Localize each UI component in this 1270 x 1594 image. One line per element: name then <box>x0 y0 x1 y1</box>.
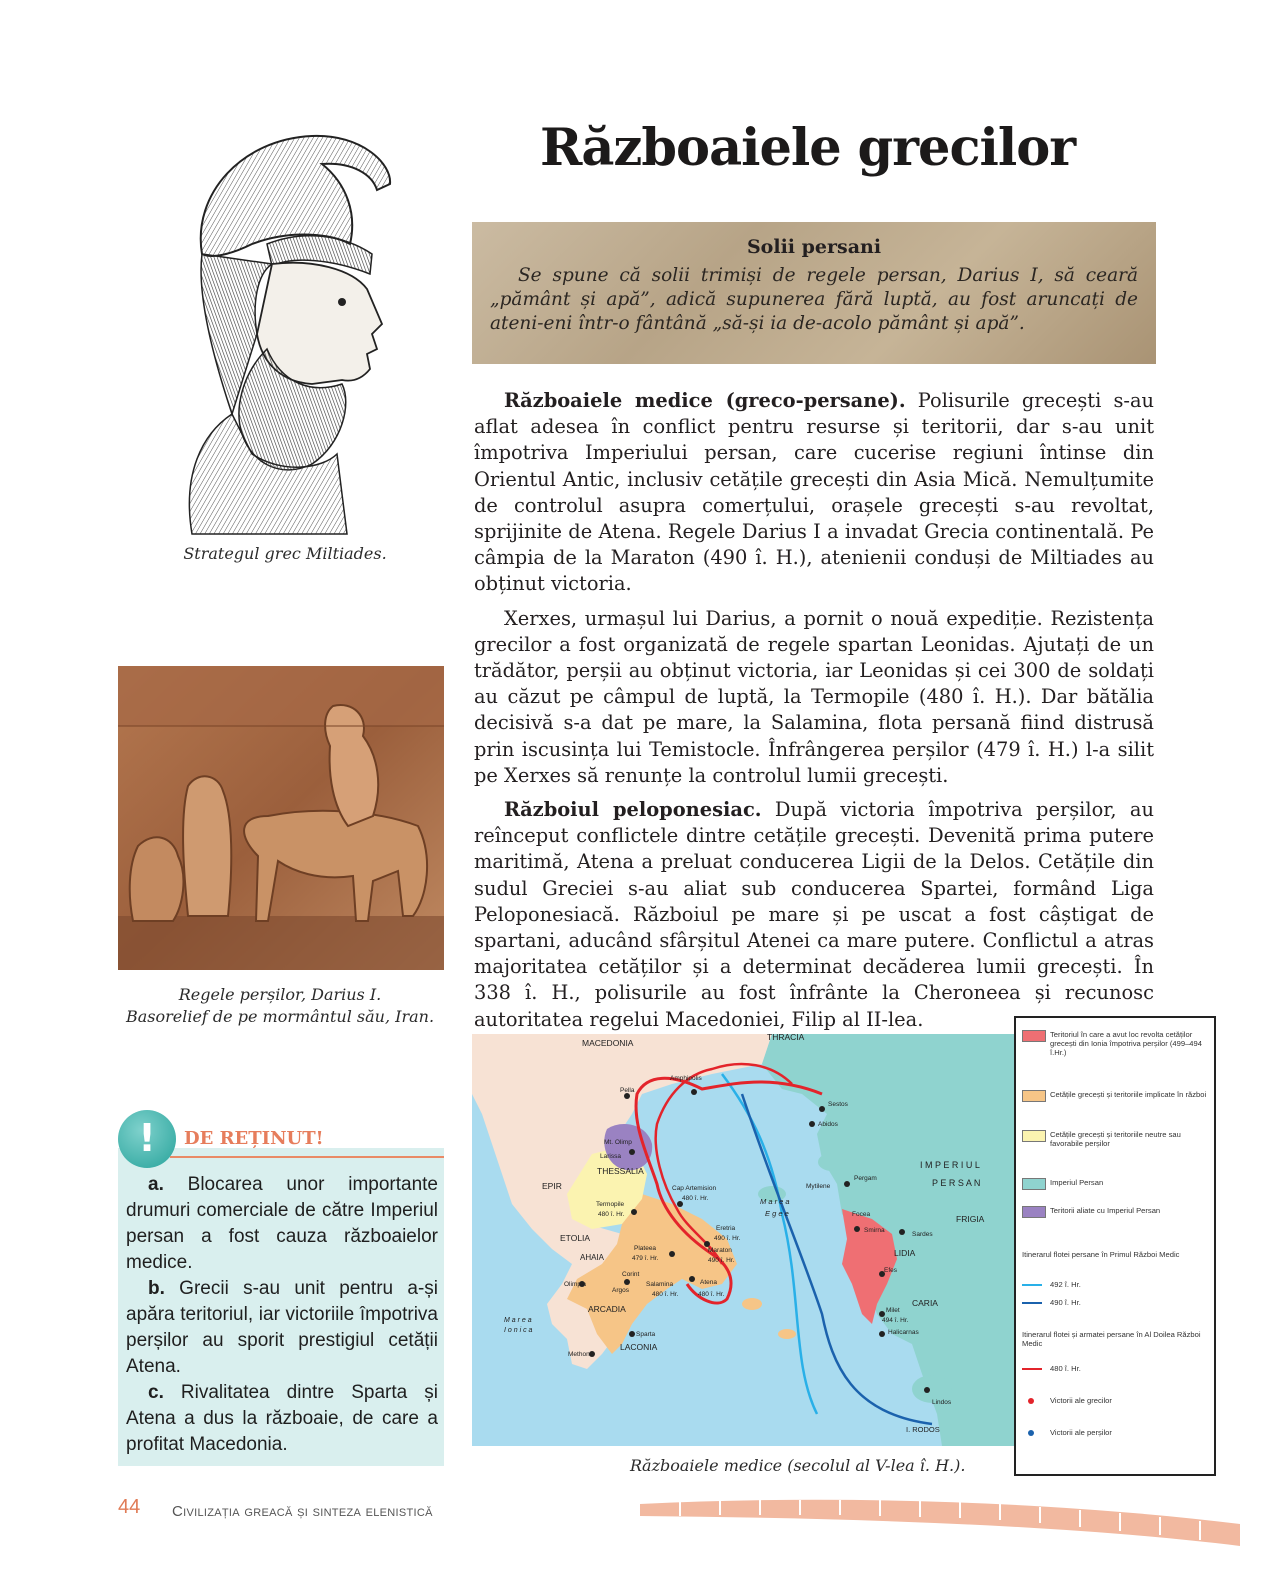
paragraph-peloponesiac-text: După victoria împotriva perșilor, au reînceput conflictele dintre cetățile grecești. Devenită prima putere maritimă, Atena a preluat conducerea Ligii de la Delos. Cetățile din sudul Greciei s-au aliat sub conducerea Spartei, formând Liga Peloponesiacă. Războiul pe mare și pe uscat a fost câștigat de spartani, aducând sfârșitul Atenei ca mare putere. Conflictul a atras majoritatea cetăților și a determinat decăderea lumii grecești. În 338 î. H., polisurile au fost înfrânte la Cheroneea și recunosc autoritatea regelui Macedoniei, Filip al II-lea. <box>474 798 1154 1031</box>
darius-caption <box>100 984 460 1028</box>
map-label-focea: Focea <box>852 1211 871 1218</box>
map-label-milet: Milet <box>886 1307 900 1314</box>
map-label-amphipolis: Amphipolis <box>670 1075 702 1082</box>
legend-text-greek: Cetățile grecești și teritoriile implicate în război <box>1050 1090 1207 1099</box>
arrow-490-icon <box>1022 1302 1042 1304</box>
persian-wars-map <box>472 1034 1032 1446</box>
legend-route1-title: Itinerarul flotei persane în Primul Război Medic <box>1022 1250 1180 1259</box>
retinut-item-b-text: Grecii s-au unit pentru a-și apăra teritoriul, iar victoriile împotriva perșilor au sporit prestigiul cetății Atena. <box>126 1278 438 1377</box>
map-label-sestos: Sestos <box>828 1101 848 1108</box>
map-label-lidia: LIDIA <box>894 1248 916 1258</box>
legend-route2-title: Itinerarul flotei și armatei persane în Al Doilea Război Medic <box>1022 1330 1201 1348</box>
map-label-larissa: Larissa <box>600 1153 621 1160</box>
map-label-artemision: Cap Artemision <box>672 1185 717 1192</box>
decorative-border <box>640 1494 1240 1558</box>
map-label-methone: Methone <box>568 1351 594 1358</box>
map-label-plateea-date: 479 î. Hr. <box>632 1255 659 1262</box>
map-label-maraton: Maraton <box>708 1247 732 1254</box>
map-label-persan: P E R S A N <box>932 1178 981 1188</box>
heading-razboiul-peloponesiac: Războiul peloponesiac. <box>504 798 762 822</box>
map-label-salamina: Salamina <box>646 1281 674 1288</box>
paragraph-medice-text: Polisurile grecești s-au aflat adesea în conflict pentru resurse și teritorii, dar s-au unit împotriva Imperiului persan, care cucerise regiuni întinse din Orientul Antic, inclusiv cetățile grecești din Asia Mică. Nemulțumite de controlul asupra comerțului, orașele grecești s-au revoltat, sprijinite de Atena. Regele Darius I a invadat Grecia continentală. Pe câmpia de la Maraton (490 î. H.), atenienii conduși de Miltiades au obținut victoria. <box>474 389 1155 596</box>
retinut-item-c-text: Rivalitatea dintre Sparta și Atena a dus la războaie, de care a profitat Macedonia. <box>126 1382 438 1455</box>
map-label-artemision-date: 480 î. Hr. <box>682 1195 709 1202</box>
retinut-item-c <box>126 1380 438 1458</box>
chapter-title: Civilizația greacă și sinteza elenistică <box>172 1503 433 1520</box>
legend-text-persian-victories: Victorii ale perșilor <box>1050 1428 1112 1437</box>
legend-swatch-ionia <box>1022 1030 1046 1042</box>
map-label-efes: Efes <box>884 1267 898 1274</box>
arrow-492-icon <box>1022 1284 1042 1286</box>
legend-swatch-neutral <box>1022 1130 1046 1142</box>
map-label-macedonia: MACEDONIA <box>582 1038 634 1048</box>
solii-text: Se spune că solii trimiși de regele persan, Darius I, să ceară „pământ și apă”, adică supunerea fără luptă, au fost aruncați de ateni-eni într-o fântână „să-și ia de-acolo pământ și apă”. <box>490 265 1138 334</box>
map-label-halicarnas: Halicarnas <box>888 1329 919 1336</box>
legend-text-neutral: Cetățile grecești și teritoriile neutre sau favorabile perșilor <box>1050 1130 1181 1148</box>
solii-title: Solii persani <box>746 236 882 258</box>
map-label-termopile-date: 480 î. Hr. <box>598 1211 625 1218</box>
legend-text-480: 480 î. Hr. <box>1050 1364 1081 1373</box>
retinut-item-a <box>126 1172 438 1276</box>
retinut-divider <box>170 1156 444 1158</box>
main-text <box>474 388 1154 1041</box>
miltiades-portrait-image <box>172 134 400 536</box>
arrow-480-icon <box>1022 1368 1042 1370</box>
map-label-termopile: Termopile <box>596 1201 625 1208</box>
legend-text-ionia: Teritoriul în care a avut loc revolta cetăților grecești din Ionia împotriva perșilor (499–494 î.Hr.) <box>1050 1030 1202 1057</box>
map-label-frigia: FRIGIA <box>956 1214 985 1224</box>
map-label-abidos: Abidos <box>818 1121 838 1128</box>
legend-swatch-persia <box>1022 1178 1046 1190</box>
map-label-maraton-date: 490 î. Hr. <box>708 1257 735 1264</box>
map-label-caria: CARIA <box>912 1298 938 1308</box>
map-label-etolia: ETOLIA <box>560 1233 591 1243</box>
map-label-sparta: Sparta <box>636 1331 656 1338</box>
legend-text-492: 492 î. Hr. <box>1050 1280 1081 1289</box>
map-label-sardes: Sardes <box>912 1231 933 1238</box>
map-label-marea-ionica-2: I o n i c a <box>504 1327 533 1334</box>
darius-relief-image <box>118 666 444 970</box>
map-label-ahaia: AHAIA <box>580 1253 605 1262</box>
map-label-thessalia: THESSALIA <box>597 1166 644 1176</box>
map-label-eretria: Eretria <box>716 1225 736 1232</box>
map-label-pergam: Pergam <box>854 1175 877 1182</box>
map-label-rodos: I. RODOS <box>906 1425 940 1434</box>
map-label-imperiul: I M P E R I U L <box>920 1160 980 1170</box>
retinut-item-a-text: Blocarea unor importante drumuri comerciale de către Imperiul persan a fost cauza războaielor medice. <box>126 1174 438 1273</box>
paragraph-xerxes: Xerxes, urmașul lui Darius, a pornit o nouă expediție. Rezistența grecilor a fost organizată de regele spartan Leonidas. Ajutați de un trădător, perșii au obținut victoria, iar Leonidas și cei 300 de soldați au căzut pe câmpul de luptă, la Termopile (480 î. H.). Dar bătălia decisivă s-a dat pe mare, la Salamina, flota persană fiind distrusă prin iscusința lui Temistocle. Înfrângerea perșilor (479 î. H.) l-a silit pe Xerxes să renunțe la controlul lumii grecești. <box>474 606 1154 787</box>
map-label-olimpia: Olimpia <box>564 1281 587 1288</box>
map-label-plateea: Plateea <box>634 1245 657 1252</box>
map-label-salamina-date: 480 î. Hr. <box>652 1291 679 1298</box>
retinut-body <box>126 1172 438 1458</box>
paragraph-medice <box>474 388 1154 598</box>
greek-victory-icon <box>1028 1398 1034 1404</box>
retinut-title: DE REȚINUT! <box>184 1128 324 1149</box>
page-number: 44 <box>118 1496 141 1518</box>
legend-swatch-allies <box>1022 1206 1046 1218</box>
retinut-item-c-label: c. <box>148 1382 164 1403</box>
map-label-eretria-date: 490 î. Hr. <box>714 1235 741 1242</box>
map-label-smirna: Smirna <box>864 1227 885 1234</box>
retinut-item-a-label: a. <box>148 1174 164 1195</box>
legend-item-ionia <box>1022 1030 1208 1076</box>
paragraph-peloponesiac <box>474 797 1154 1033</box>
heading-razboaiele-medice: Războaiele medice (greco-persane). <box>504 389 906 412</box>
map-label-corint: Corint <box>622 1271 640 1278</box>
map-label-thracia: THRACIA <box>767 1034 805 1042</box>
map-label-laconia: LACONIA <box>620 1342 658 1352</box>
map-label-mytilene: Mytilene <box>806 1183 831 1190</box>
map-label-marea-egee-1: M a r e a <box>760 1197 790 1206</box>
map-label-milet-date: 494 î. Hr. <box>882 1317 909 1324</box>
map-legend <box>1014 1016 1216 1476</box>
retinut-item-b-label: b. <box>148 1278 165 1299</box>
miltiades-caption: Strategul grec Miltiades. <box>183 544 387 563</box>
solii-persani-box <box>472 222 1156 364</box>
retinut-item-b <box>126 1276 438 1380</box>
legend-text-persia: Imperiul Persan <box>1050 1178 1104 1187</box>
map-label-pella: Pella <box>620 1087 635 1094</box>
map-label-epir: EPIR <box>542 1181 562 1191</box>
map-label-marea-egee-2: E g e e <box>765 1209 789 1218</box>
exclamation-icon: ! <box>118 1110 176 1168</box>
legend-text-allies: Teritorii aliate cu Imperiul Persan <box>1050 1206 1161 1215</box>
legend-text-greek-victories: Victorii ale grecilor <box>1050 1396 1112 1405</box>
map-label-lindos: Lindos <box>932 1399 952 1406</box>
persian-victory-icon <box>1028 1430 1034 1436</box>
map-label-atena: Atena <box>700 1279 717 1286</box>
darius-caption-line1: Regele perșilor, Darius I. <box>178 985 382 1004</box>
map-label-argos: Argos <box>612 1287 629 1294</box>
legend-swatch-greek <box>1022 1090 1046 1102</box>
darius-caption-line2: Basorelief de pe mormântul său, Iran. <box>125 1007 435 1026</box>
page-title: Războaiele grecilor <box>540 118 1076 178</box>
map-label-atena-date: 480 î. Hr. <box>698 1291 725 1298</box>
map-label-arcadia: ARCADIA <box>588 1304 626 1314</box>
map-label-olimp: Mt. Olimp <box>604 1139 632 1146</box>
map-caption: Războaiele medice (secolul al V-lea î. H.). <box>630 1456 966 1475</box>
legend-text-490: 490 î. Hr. <box>1050 1298 1081 1307</box>
map-label-marea-ionica-1: M a r e a <box>504 1317 532 1324</box>
